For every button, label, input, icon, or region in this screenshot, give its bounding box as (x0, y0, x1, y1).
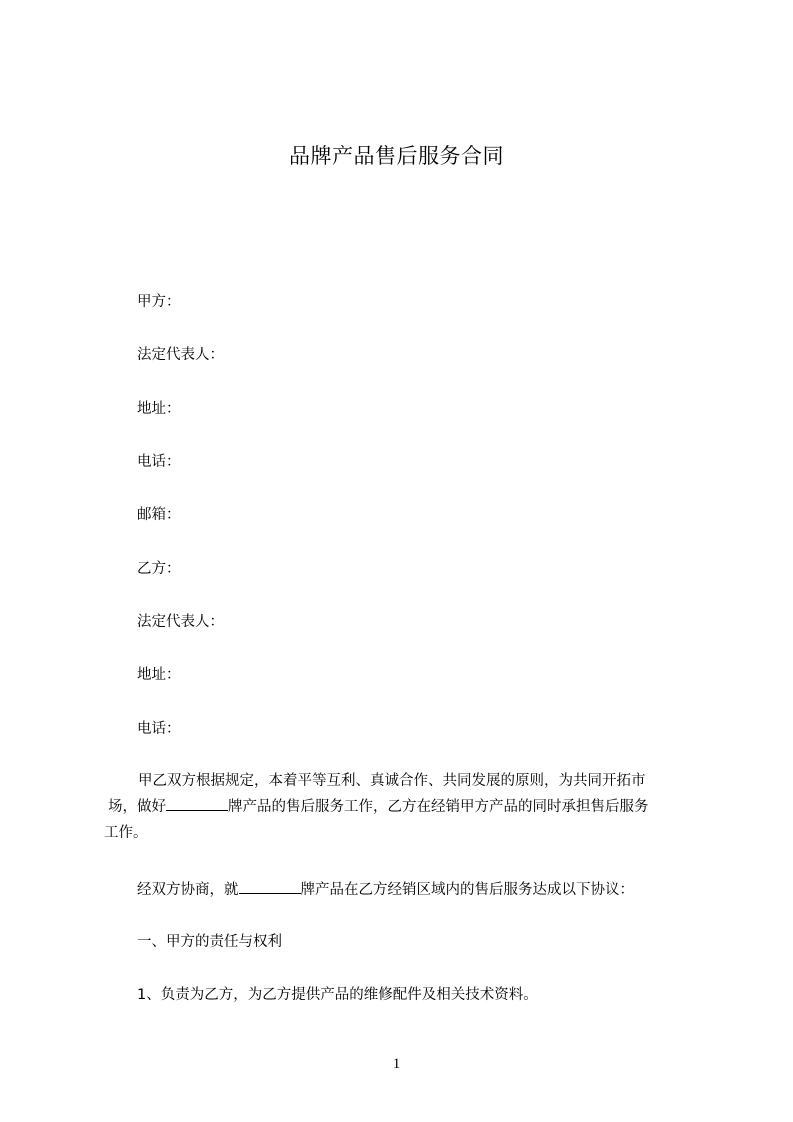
intro-line-2 (104, 794, 704, 820)
agreement-suffix: 牌产品在乙方经销区域内的售后服务达成以下协议： (300, 882, 634, 898)
party-b-label: 乙方： (137, 561, 181, 577)
intro-line-3: 工作。 (104, 825, 148, 841)
party-a-label: 甲方： (137, 294, 181, 310)
party-a-representative-label: 法定代表人： (137, 347, 224, 363)
party-a-phone-label: 电话： (137, 454, 181, 470)
party-b-representative-label: 法定代表人： (137, 614, 224, 630)
intro-line-1: 甲乙双方根据规定，本着平等互利、真诚合作、共同发展的原则，为共同开拓市 (138, 773, 646, 789)
page-number: 1 (392, 1056, 401, 1072)
intro-line-2-suffix: 牌产品的售后服务工作，乙方在经销甲方产品的同时承担售后服务 (228, 799, 649, 815)
section-1-item-1: 1、负责为乙方，为乙方提供产品的维修配件及相关技术资料。 (137, 987, 538, 1003)
brand-blank-line (239, 878, 301, 894)
intro-line-2-prefix: 场，做好 (108, 799, 166, 815)
intro-paragraph (104, 768, 704, 846)
party-a-address-label: 地址： (137, 401, 181, 417)
document-title: 品牌产品售后服务合同 (289, 144, 504, 168)
agreement-line (137, 878, 634, 900)
agreement-prefix: 经双方协商，就 (137, 882, 239, 898)
brand-blank-line (166, 795, 228, 811)
party-a-email-label: 邮箱： (137, 507, 181, 523)
party-b-address-label: 地址： (137, 667, 181, 683)
section-1-heading: 一、甲方的责任与权利 (137, 934, 282, 950)
party-b-phone-label: 电话： (137, 721, 181, 737)
